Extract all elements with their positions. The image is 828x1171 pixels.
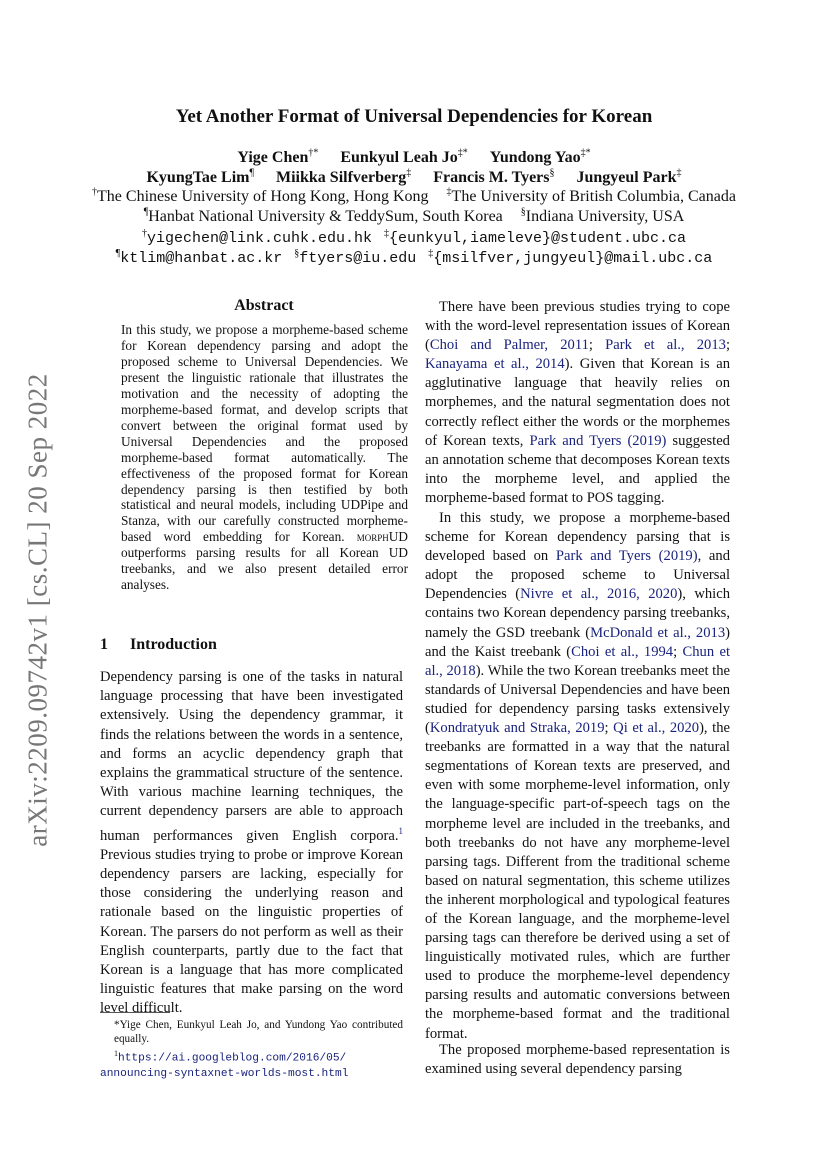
affiliation-mark: ¶ [143, 207, 149, 218]
affiliation-mark: † [92, 187, 98, 198]
right-paragraph-3: The proposed morpheme-based representation is examined using several dependency parsing [425, 1042, 730, 1078]
author-name: Francis M. Tyers§ [433, 168, 555, 187]
citation-link[interactable]: Kondratyuk and Straka, 2019 [429, 720, 605, 737]
citation-link[interactable]: Choi et al., 1994 [571, 643, 674, 660]
morphud-name: morphUD [356, 529, 408, 545]
footnote-link[interactable]: https://ai.googleblog.com/2016/05/ [118, 1052, 347, 1065]
author-mark: § [549, 168, 555, 179]
author-mark: ¶ [249, 168, 254, 179]
affiliation-mark: † [141, 228, 147, 239]
citation-link[interactable]: Kanayama et al., 2014 [425, 356, 565, 373]
arxiv-identifier: arXiv:2209.09742v1 [cs.CL] 20 Sep 2022 [22, 373, 53, 847]
author-name: Miikka Silfverberg‡ [276, 168, 412, 187]
citation-link[interactable]: McDonald et al., 2013 [590, 624, 726, 641]
email: §ftyers@iu.edu [294, 248, 417, 267]
citation-link[interactable]: Choi and Palmer, 2011 [429, 337, 589, 354]
affiliation-mark: ¶ [115, 248, 121, 259]
email: †yigechen@link.cuhk.edu.hk [141, 228, 372, 247]
affiliation-mark: ‡ [428, 248, 434, 259]
affiliation: ¶Hanbat National University & TeddySum, South Korea [143, 207, 503, 226]
citation-link[interactable]: Park et al., 2013 [605, 337, 726, 354]
footnote-equal-contribution: *Yige Chen, Eunkyul Leah Jo, and Yundong Yao contributed equally. [114, 1019, 403, 1045]
abstract-body: In this study, we propose a morpheme-based scheme for Korean dependency parsing and adopt the proposed scheme to Universal Dependencies. We present the linguistic rationale that illustrates the motivation and the necessity of adopting the morpheme-based format, and develop scripts that convert between the original format used by Universal Dependencies and the proposed morpheme-based format automatically. The effectiveness of the proposed format for Korean dependency parsing is then testified by both statistical and neural models, including UDPipe and Stanza, with our carefully constructed morpheme-based word embedding for Korean. morphUD outperforms parsing results for all Korean UD treebanks, and we also present detailed error analyses. [121, 322, 408, 593]
section-heading-introduction: 1 Introduction [100, 636, 217, 653]
footnote-ref-1[interactable]: 1 [398, 825, 403, 836]
affiliation: ‡The University of British Columbia, Canada [446, 187, 736, 206]
author-mark: ‡ [406, 168, 412, 179]
author-mark: ‡* [580, 148, 591, 159]
email: ‡{msilfver,jungyeul}@mail.ubc.ca [428, 248, 713, 267]
author-list-row-2 [0, 168, 828, 187]
author-name: Yige Chen†* [237, 148, 319, 167]
introduction-paragraph: Dependency parsing is one of the tasks in natural language processing that have been investigated extensively. Using the dependency grammar, it finds the relations between the words in a sentence, and forms an acyclic dependency graph that explains the grammatical structure of the sentence. With various machine learning techniques, the current dependency parsers are able to approach human performances given English corpora.$^1$ Previous studies trying to probe or improve Korean dependency parsers are lacking, especially for those considering the underlying reason and rationale based on the linguistic properties of Korean. The parsers do not perform as well as their English counterparts, partly due to the fact that Korean is a language that has more complicated linguistic features that make parsing on the word level difficult. [100, 669, 403, 1017]
email: ¶ktlim@hanbat.ac.kr [115, 248, 283, 267]
author-mark: ‡* [457, 148, 468, 159]
abstract-heading: Abstract [234, 297, 294, 314]
citation-link[interactable]: Park and Tyers (2019) [555, 548, 698, 565]
affiliation-mark: § [520, 207, 526, 218]
affiliation-mark: ‡ [383, 228, 389, 239]
footnote-1: $^1$https://ai.googleblog.com/2016/05/ announcing-syntaxnet-worlds-most.html [100, 1046, 403, 1082]
author-name: KyungTae Lim¶ [146, 168, 254, 187]
affiliation: §Indiana University, USA [520, 207, 685, 226]
author-name: Jungyeul Park‡ [576, 168, 682, 187]
affiliation: †The Chinese University of Hong Kong, Hong Kong [92, 187, 429, 206]
email-row-1 [0, 228, 828, 247]
email: ‡{eunkyul,iameleve}@student.ubc.ca [383, 228, 687, 247]
citation-link[interactable]: Park and Tyers (2019) [529, 432, 667, 449]
right-paragraph-1: There have been previous studies trying to cope with the word-level representation issues of Korean (Choi and Palmer, 2011; Park et al., 2013; Kanayama et al., 2014). Given that Korean is an agglutinative language that heavily relies on morphemes, and the natural segmentation does not correctly reflect either the words or the morphemes of Korean texts, Park and Tyers (2019) suggested an annotation scheme that decomposes Korean texts into the morpheme level, and applied the morpheme-based format to POS tagging. [425, 299, 731, 506]
citation-link[interactable]: Chun et al., 2018 [425, 643, 730, 679]
affiliation-mark: ‡ [446, 187, 452, 198]
author-mark: ‡ [676, 168, 682, 179]
author-mark: †* [308, 148, 319, 159]
email-row-2 [0, 248, 828, 267]
citation-link[interactable]: Nivre et al., 2016, 2020 [520, 586, 678, 603]
author-list-row-1 [0, 148, 828, 167]
paper-title: Yet Another Format of Universal Dependencies for Korean [175, 106, 653, 127]
footnote-link-continued[interactable]: announcing-syntaxnet-worlds-most.html [100, 1067, 349, 1080]
author-name: Eunkyul Leah Jo‡* [340, 148, 468, 167]
affiliation-mark: § [294, 248, 300, 259]
citation-link[interactable]: Qi et al., 2020 [613, 720, 700, 737]
author-name: Yundong Yao‡* [489, 148, 591, 167]
right-paragraph-2: In this study, we propose a morpheme-based scheme for Korean dependency parsing that is developed based on Park and Tyers (2019), and adopt the proposed scheme to Universal Dependencies (Nivre et al., 2016, 2020), which contains two Korean dependency parsing treebanks, namely the GSD treebank (McDonald et al., 2013) and the Kaist treebank (Choi et al., 1994; Chun et al., 2018). While the two Korean treebanks meet the standards of Universal Dependencies and have been studied for dependency parsing tasks extensively (Kondratyuk and Straka, 2019; Qi et al., 2020), the treebanks are formatted in a way that the natural segmentations of Korean texts are preserved, and even with some morpheme-level information, only the language-specific part-of-speech tags on the morpheme level are included in the treebanks, and both treebanks do not have any morpheme-level parsing tags. Different from the traditional scheme based on natural segmentation, this scheme utilizes the inherent morphological and typological features of the Korean language, and the morpheme-level parsing tags can therefore be derived using a set of linguistically motivated rules, which are further used to produce the morpheme-level dependency parsing results and automatic conversions between the morpheme-based format and the traditional format. [425, 510, 730, 1042]
footnote-divider [100, 1012, 170, 1013]
affiliation-row-2 [0, 207, 828, 226]
affiliation-row-1 [0, 187, 828, 206]
